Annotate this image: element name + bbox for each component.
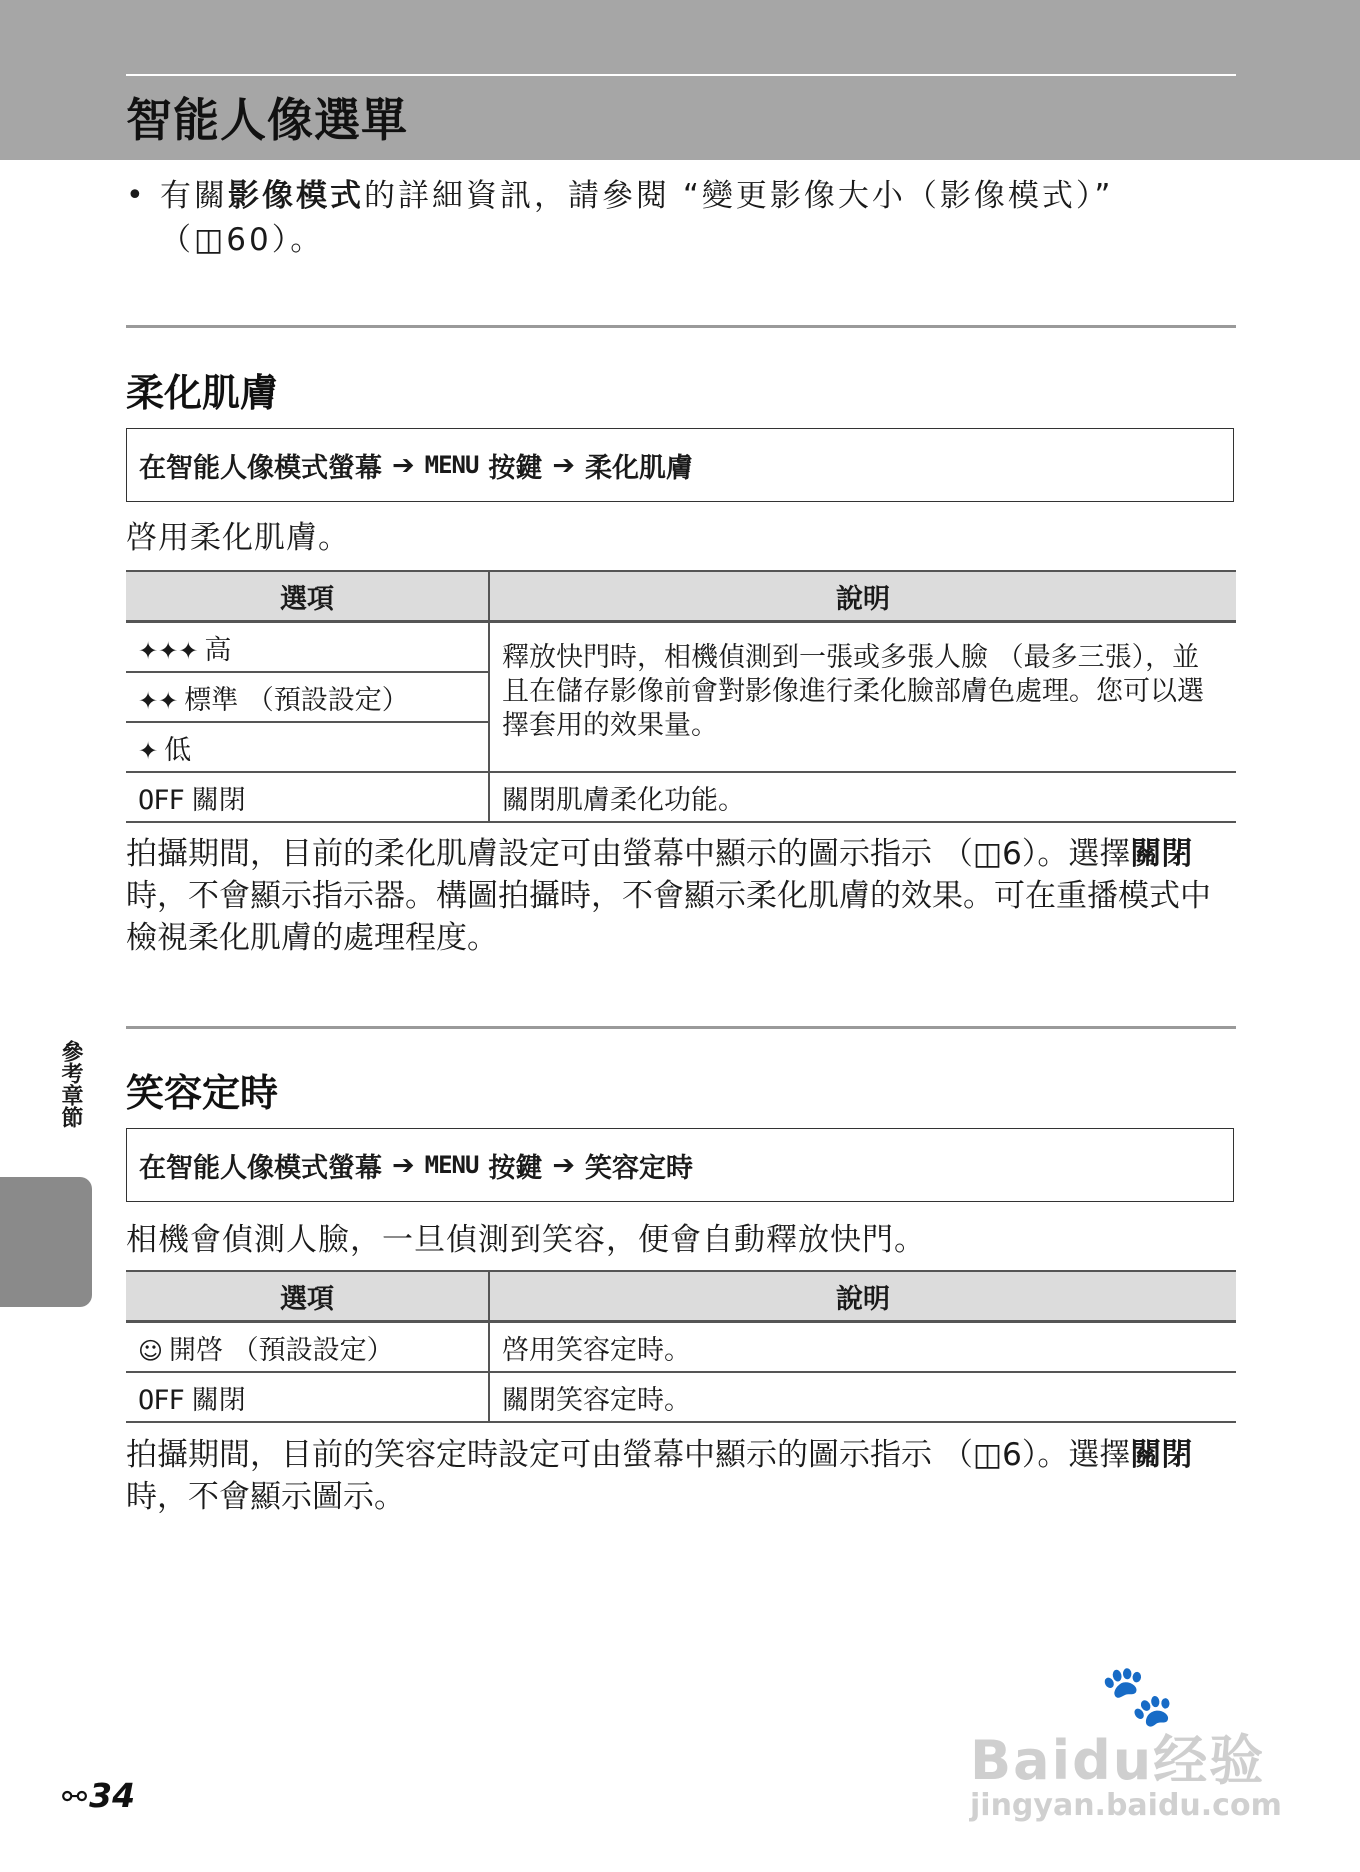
option-cell: OFF 關閉: [126, 772, 489, 822]
col-desc-header: 說明: [489, 1271, 1236, 1322]
table-row: [126, 772, 1236, 822]
header-band: [0, 0, 1360, 160]
section-rule: [126, 325, 1236, 328]
page-title: 智能人像選單: [126, 93, 408, 147]
col-desc-header: 說明: [489, 571, 1236, 622]
col-option-header: 選項: [126, 571, 489, 622]
section-paragraph: 拍攝期間，目前的柔化肌膚設定可由螢幕中顯示的圖示指示 （◫6）。選擇關閉時，不會顯示指示器。構圖拍攝時，不會顯示柔化肌膚的效果。可在重播模式中檢視柔化肌膚的處理程度。: [126, 836, 1211, 956]
section-paragraph: 拍攝期間，目前的笑容定時設定可由螢幕中顯示的圖示指示 （◫6）。選擇關閉時，不會顯示圖示。: [126, 1437, 1193, 1515]
off-icon: OFF: [138, 784, 184, 816]
note-ref: （◫60）。: [160, 222, 325, 258]
option-cell: ☺ 開啓 （預設設定）: [126, 1322, 489, 1373]
section-rule: [126, 1026, 1236, 1029]
smile-icon: ☺: [138, 1336, 164, 1365]
watermark-url: jingyan.baidu.com: [970, 1788, 1282, 1823]
chapter-side-tab: [0, 1177, 92, 1307]
arrow-right-icon: ➔: [392, 1149, 415, 1181]
header-rule: [126, 74, 1236, 76]
merged-desc-cell: 釋放快門時，相機偵測到一張或多張人臉 （最多三張），並且在儲存影像前會對影像進行柔化臉部膚色處理。您可以選擇套用的效果量。: [489, 622, 1236, 773]
section-intro: 相機會偵測人臉，一旦偵測到笑容，便會自動釋放快門。: [126, 1222, 926, 1258]
desc-cell: 關閉笑容定時。: [489, 1372, 1236, 1422]
option-cell: ✦✦✦ 高: [126, 622, 489, 673]
desc-cell: 關閉肌膚柔化功能。: [489, 772, 1236, 822]
menu-path: 在智能人像模式螢幕 ➔ MENU 按鍵 ➔ 笑容定時: [126, 1128, 1234, 1202]
baidu-watermark: [960, 1660, 1290, 1840]
options-table: [126, 1270, 1236, 1423]
table-header: [126, 571, 1236, 622]
soft-skin-normal-icon: ✦✦: [138, 686, 179, 715]
table-row: [126, 1372, 1236, 1422]
option-cell: OFF 關閉: [126, 1372, 489, 1422]
note-text: 有關影像模式的詳細資訊，請參閱 “變更影像大小（影像模式）” （◫60）。: [160, 178, 1114, 258]
table-header: [126, 1271, 1236, 1322]
chapter-side-label: 參考章節: [58, 1040, 83, 1128]
watermark-brand: Baidu经验: [970, 1729, 1266, 1792]
paw-icon: 🐾: [1100, 1661, 1175, 1731]
desc-cell: 啓用笑容定時。: [489, 1322, 1236, 1373]
soft-skin-high-icon: ✦✦✦: [138, 636, 199, 665]
options-table: [126, 570, 1236, 823]
menu-key-label: MENU: [424, 451, 479, 479]
option-cell: ✦ 低: [126, 722, 489, 772]
page-number: ⚯34: [62, 1776, 136, 1815]
section-title: 笑容定時: [126, 1071, 279, 1115]
menu-key-label: MENU: [424, 1151, 479, 1179]
col-option-header: 選項: [126, 1271, 489, 1322]
note-bold: 影像模式: [228, 178, 364, 214]
soft-skin-low-icon: ✦: [138, 736, 159, 765]
menu-path: 在智能人像模式螢幕 ➔ MENU 按鍵 ➔ 柔化肌膚: [126, 428, 1234, 502]
section-title: 柔化肌膚: [126, 371, 279, 415]
reference-section-icon: ⚯: [62, 1780, 88, 1815]
table-row: [126, 1322, 1236, 1373]
note-bullet: [126, 174, 1236, 262]
bullet-dot: •: [126, 178, 147, 213]
arrow-right-icon: ➔: [392, 449, 415, 481]
arrow-right-icon: ➔: [552, 449, 576, 481]
table-row: [126, 622, 1236, 673]
section-intro: 啓用柔化肌膚。: [126, 520, 350, 556]
arrow-right-icon: ➔: [552, 1149, 576, 1181]
off-icon: OFF: [138, 1384, 184, 1416]
option-cell: ✦✦ 標準 （預設設定）: [126, 672, 489, 722]
